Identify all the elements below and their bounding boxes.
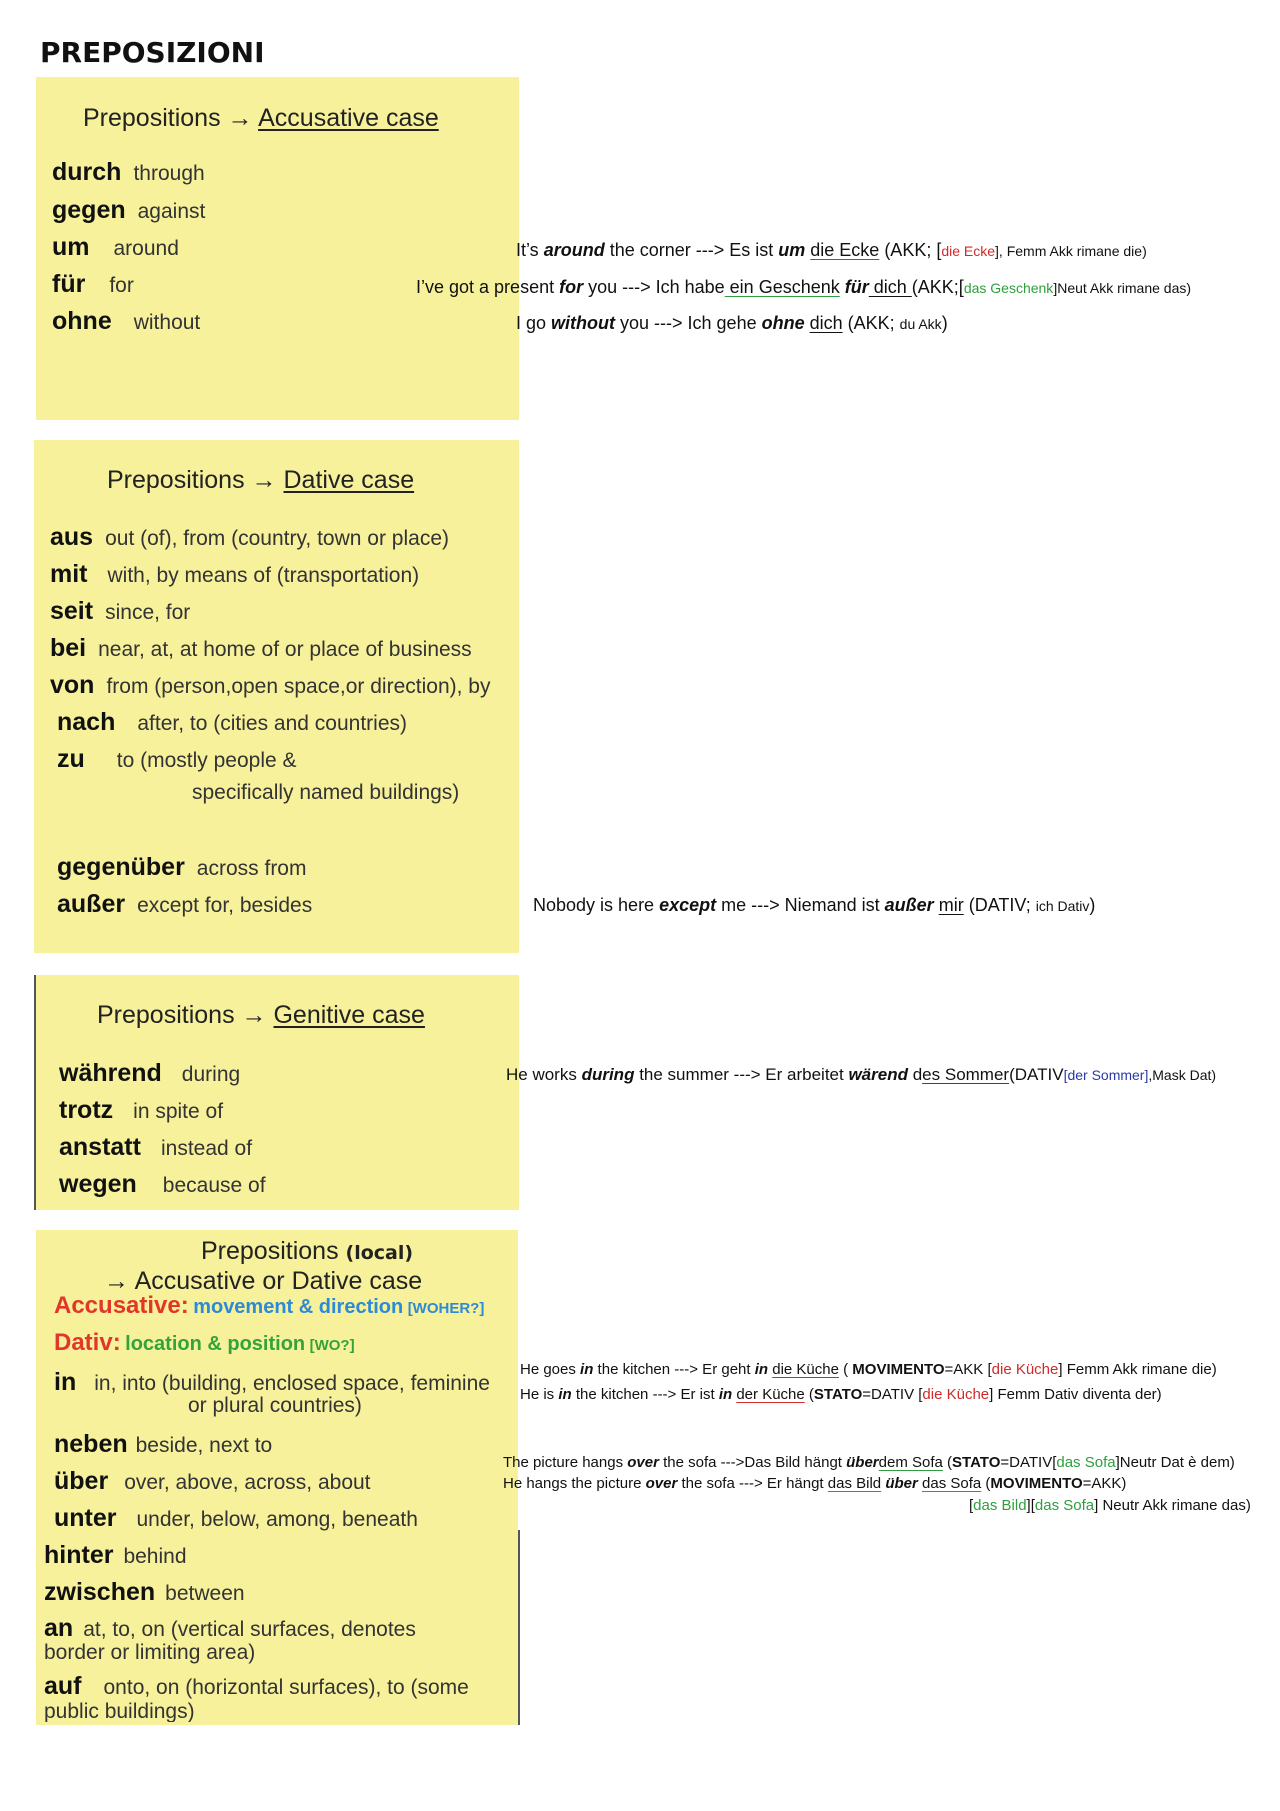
prep-item: von from (person,open space,or direction), by: [50, 671, 491, 699]
prep-item: ohne without: [52, 307, 201, 335]
prep-item: in in, into (building, enclosed space, feminine: [54, 1368, 490, 1396]
prep-item: wegen because of: [59, 1170, 266, 1198]
prep-item: außer except for, besides: [57, 890, 313, 918]
prep-item: auf onto, on (horizontal surfaces), to (some: [44, 1672, 469, 1700]
dative-header-case: Dative case: [283, 466, 415, 494]
prep-item: gegenüber across from: [57, 853, 307, 881]
page-title: PREPOSIZIONI: [40, 36, 265, 69]
dative-header-prefix: Prepositions →: [107, 466, 277, 494]
prep-item: mit with, by means of (transportation): [50, 560, 420, 588]
local-box-edge: [500, 1530, 520, 1725]
example-ausser: Nobody is here except me ---> Niemand ist außer mir (DATIV; ich Dativ): [533, 895, 1096, 915]
prep-item: um around: [52, 233, 179, 261]
prep-item: bei near, at, at home of or place of business: [50, 634, 472, 662]
example-uber-note: [das Bild][das Sofa] Neutr Akk rimane das): [969, 1497, 1251, 1514]
prep-item: aus out (of), from (country, town or place): [50, 523, 449, 551]
prep-item-continued: border or limiting area): [44, 1641, 256, 1664]
prep-item: zwischen between: [44, 1578, 245, 1606]
accusative-legend: Accusative: movement & direction [WOHER?]: [54, 1292, 485, 1319]
prep-item: durch through: [52, 158, 205, 186]
prep-item: neben beside, next to: [54, 1430, 273, 1458]
example-ohne: I go without you ---> Ich gehe ohne dich (AKK; du Akk): [516, 313, 948, 333]
prep-item: zu to (mostly people &: [57, 745, 297, 773]
accusative-header-case: Accusative case: [258, 104, 439, 132]
prep-item: gegen against: [52, 196, 206, 224]
example-uber-movement: He hangs the picture over the sofa ---> Er hängt das Bild über das Sofa (MOVIMENTO=AKK): [503, 1475, 1127, 1492]
example-wahrend: He works during the summer ---> Er arbeitet wärend des Sommer(DATIV[der Sommer],Mask Dat): [506, 1065, 1217, 1084]
prep-item: während during: [59, 1059, 241, 1087]
example-in-movement: He goes in the kitchen ---> Er geht in die Küche ( MOVIMENTO=AKK [die Küche] Femm Akk rimane die): [520, 1361, 1217, 1378]
prep-item: über over, above, across, about: [54, 1467, 371, 1495]
prep-item: hinter behind: [44, 1541, 187, 1569]
accusative-header: [83, 104, 439, 133]
dative-legend: Dativ: location & position [WO?]: [54, 1329, 355, 1356]
prep-item: anstatt instead of: [59, 1133, 253, 1161]
example-uber-state: The picture hangs over the sofa --->Das Bild hängt überdem Sofa (STATO=DATIV[das Sofa]Neutr Dat è dem): [503, 1454, 1235, 1471]
prep-item: an at, to, on (vertical surfaces, denotes: [44, 1614, 416, 1642]
prep-item-continued: specifically named buildings): [192, 781, 460, 804]
example-in-state: He is in the kitchen ---> Er ist in der Küche (STATO=DATIV [die Küche] Femm Dativ diventa der): [520, 1386, 1162, 1403]
prep-item-continued: public buildings): [44, 1700, 195, 1722]
example-fur: I’ve got a present for you ---> Ich habe ein Geschenk für dich (AKK;[das Geschenk]Neut Akk rimane das): [416, 277, 1192, 297]
genitive-header-prefix: Prepositions →: [97, 1001, 267, 1029]
prep-item: nach after, to (cities and countries): [57, 708, 407, 736]
prep-item: trotz in spite of: [59, 1096, 224, 1124]
local-header-line1: Prepositions (local): [201, 1237, 414, 1265]
genitive-header-case: Genitive case: [273, 1001, 425, 1029]
prep-item: für for: [52, 270, 134, 298]
local-header-line2: → Accusative or Dative case: [104, 1267, 423, 1295]
prep-item: seit since, for: [50, 597, 191, 625]
accusative-header-prefix: Prepositions →: [83, 104, 253, 132]
prep-item-continued: or plural countries): [188, 1394, 362, 1417]
example-um: It’s around the corner ---> Es ist um die Ecke (AKK; [die Ecke], Femm Akk rimane die): [516, 240, 1147, 260]
prep-item: unter under, below, among, beneath: [54, 1504, 418, 1532]
dative-header: [107, 466, 414, 495]
genitive-header: [97, 1001, 425, 1030]
